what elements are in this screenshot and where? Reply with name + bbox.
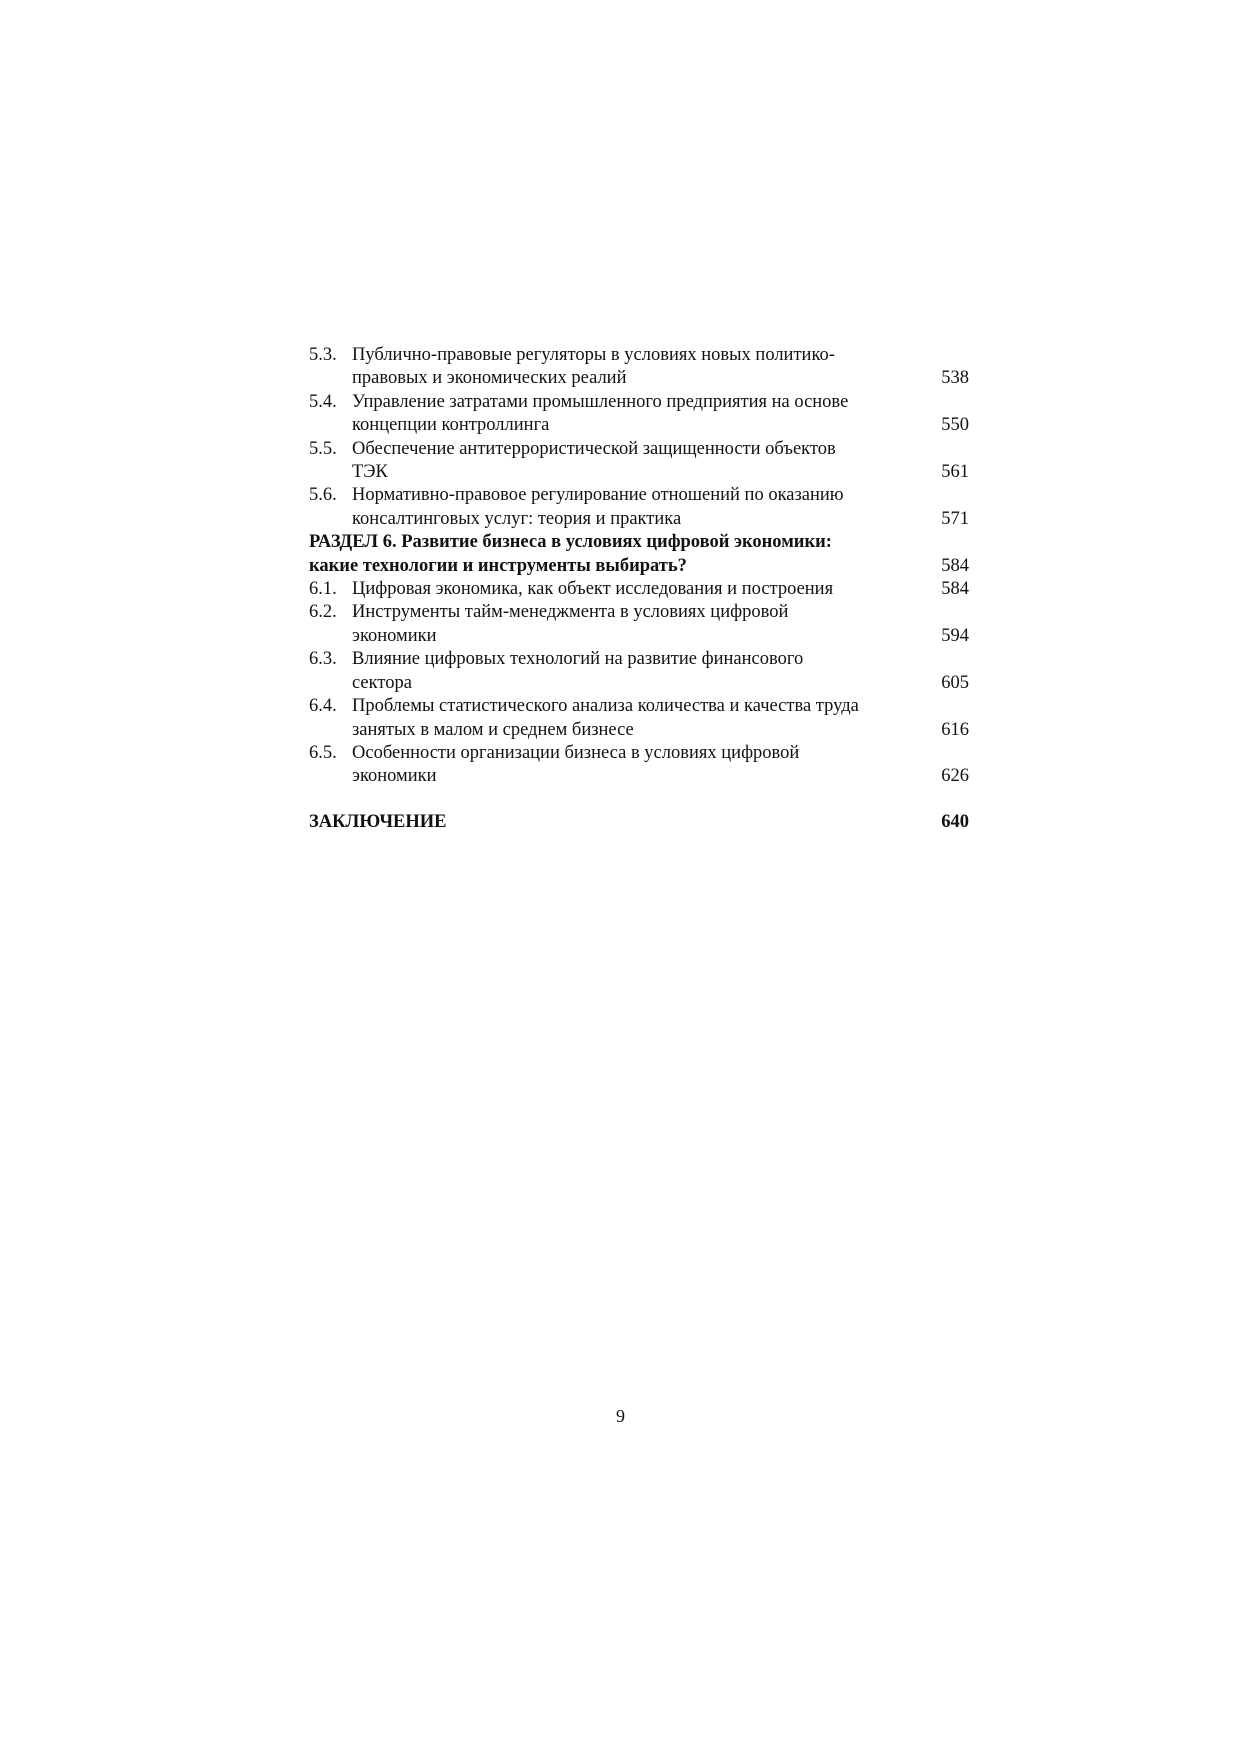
toc-entry-title-line-2: ТЭК bbox=[352, 462, 388, 483]
toc-entry-title bbox=[352, 344, 929, 391]
toc-entry-title-line-1: Влияние цифровых технологий на развитие финансового bbox=[352, 649, 804, 670]
toc-entry-title bbox=[352, 484, 929, 531]
toc-entry-title bbox=[352, 578, 929, 601]
toc-entry-title-line-2: занятых в малом и среднем бизнесе bbox=[352, 719, 634, 740]
toc-entry-page: 626 bbox=[941, 766, 969, 787]
toc-entry-page: 616 bbox=[941, 719, 969, 740]
toc-entry-page: 538 bbox=[941, 368, 969, 389]
toc-entry-title bbox=[352, 601, 929, 648]
toc-entry-title bbox=[352, 742, 929, 789]
toc-entry-number: 6.2. bbox=[309, 602, 337, 623]
toc-entry-5-4 bbox=[309, 391, 969, 438]
page-number: 9 bbox=[616, 1406, 625, 1426]
toc-entry-number: 6.3. bbox=[309, 649, 337, 670]
toc-entry-title bbox=[352, 695, 929, 742]
toc-entry-title-line-2: экономики bbox=[352, 766, 437, 787]
toc-entry-number: 6.1. bbox=[309, 579, 337, 600]
toc-section-title-line-2: какие технологии и инструменты выбирать? bbox=[309, 555, 687, 576]
toc-entry-6-2 bbox=[309, 601, 969, 648]
toc-entry-title-line-2: консалтинговых услуг: теория и практика bbox=[352, 508, 682, 529]
toc-entry-title-line-2: концепции контроллинга bbox=[352, 415, 550, 436]
toc-entry-title-line-1: Обеспечение антитеррористической защищенности объектов bbox=[352, 438, 836, 459]
toc-entry-number: 5.6. bbox=[309, 485, 337, 506]
toc-entry-number: 5.4. bbox=[309, 391, 337, 412]
toc-entry-title bbox=[352, 438, 929, 485]
toc-entry-title bbox=[352, 648, 929, 695]
toc-entry-page: 571 bbox=[941, 508, 969, 529]
toc-entry-title-line-1: Цифровая экономика, как объект исследования и построения bbox=[352, 579, 834, 600]
toc-entry-title-line-1: Проблемы статистического анализа количества и качества труда bbox=[352, 696, 859, 717]
toc-entry-title-line-1: Нормативно-правовое регулирование отношений по оказанию bbox=[352, 485, 844, 506]
toc-conclusion-label: ЗАКЛЮЧЕНИЕ bbox=[309, 811, 447, 832]
toc-entry-page: 550 bbox=[941, 415, 969, 436]
toc-entry-title-line-1: Публично-правовые регуляторы в условиях новых политико- bbox=[352, 345, 835, 365]
toc-entry-5-6 bbox=[309, 484, 969, 531]
toc-section-page: 584 bbox=[941, 555, 969, 576]
toc-conclusion bbox=[309, 811, 969, 834]
toc-section-title bbox=[309, 531, 929, 578]
toc-section-title-line-1: РАЗДЕЛ 6. Развитие бизнеса в условиях цифровой экономики: bbox=[309, 532, 832, 553]
toc-entry-page: 561 bbox=[941, 462, 969, 483]
toc-entry-title-line-2: экономики bbox=[352, 625, 437, 646]
toc-entry-title-line-2: правовых и экономических реалий bbox=[352, 368, 627, 389]
toc-conclusion-page: 640 bbox=[941, 811, 969, 832]
toc-entry-title bbox=[352, 391, 929, 438]
toc-entry-6-4 bbox=[309, 695, 969, 742]
toc-entry-page: 605 bbox=[941, 672, 969, 693]
toc-entry-title-line-1: Особенности организации бизнеса в условиях цифровой bbox=[352, 742, 800, 763]
toc-entry-6-5 bbox=[309, 742, 969, 789]
toc-entry-number: 6.4. bbox=[309, 696, 337, 717]
toc-entry-5-5 bbox=[309, 438, 969, 485]
toc-entry-5-3 bbox=[309, 344, 969, 391]
toc-entry-title-line-2: сектора bbox=[352, 672, 412, 693]
toc-entry-6-1 bbox=[309, 578, 969, 601]
toc-entry-6-3 bbox=[309, 648, 969, 695]
table-of-contents bbox=[309, 344, 969, 834]
toc-section-6 bbox=[309, 531, 969, 578]
toc-entry-title-line-1: Управление затратами промышленного предприятия на основе bbox=[352, 391, 849, 412]
toc-entry-title-line-1: Инструменты тайм-менеджмента в условиях цифровой bbox=[352, 602, 789, 623]
toc-entry-number: 6.5. bbox=[309, 742, 337, 763]
toc-entry-page: 584 bbox=[941, 579, 969, 600]
toc-entry-page: 594 bbox=[941, 625, 969, 646]
toc-entry-number: 5.5. bbox=[309, 438, 337, 459]
toc-entry-number: 5.3. bbox=[309, 345, 337, 365]
